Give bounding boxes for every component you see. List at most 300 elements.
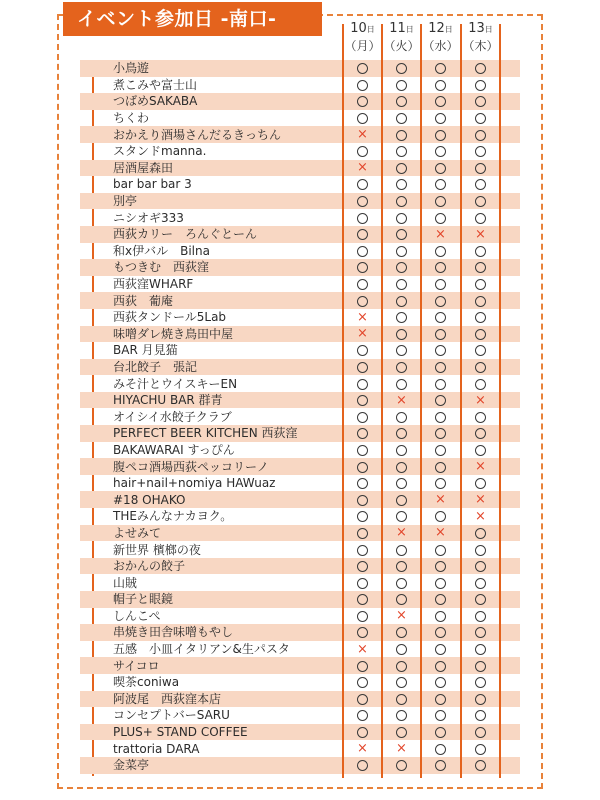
participating-mark (421, 724, 460, 740)
circle-icon (435, 130, 446, 141)
circle-icon (357, 213, 368, 224)
circle-icon (435, 395, 446, 406)
participating-mark (382, 459, 421, 475)
participating-mark (421, 376, 460, 392)
circle-icon (357, 345, 368, 356)
participating-mark (382, 542, 421, 558)
not-participating-mark (461, 226, 500, 242)
column-header-10 (343, 20, 382, 54)
shop-name: 喫茶coniwa (113, 675, 180, 690)
participating-mark (421, 143, 460, 159)
participating-mark (343, 60, 382, 76)
participating-mark (382, 707, 421, 723)
shop-name: ちくわ (113, 111, 150, 126)
participating-mark (382, 658, 421, 674)
participating-mark (343, 77, 382, 93)
day-number: 13 (468, 21, 485, 36)
participating-mark (421, 93, 460, 109)
circle-icon (435, 462, 446, 473)
not-participating-mark (343, 326, 382, 342)
circle-icon (435, 545, 446, 556)
circle-icon (435, 760, 446, 771)
circle-icon (357, 445, 368, 456)
circle-icon (357, 561, 368, 572)
not-participating-mark (343, 641, 382, 657)
participating-mark (343, 558, 382, 574)
circle-icon (435, 627, 446, 638)
circle-icon (435, 329, 446, 340)
circle-icon (357, 229, 368, 240)
not-participating-mark (382, 392, 421, 408)
circle-icon (475, 760, 486, 771)
circle-icon (396, 578, 407, 589)
shop-name: 西荻 葡庵 (113, 293, 174, 308)
page-title: イベント参加日 -南口- (63, 2, 322, 36)
circle-icon (396, 345, 407, 356)
shop-name: しんこぺ (113, 608, 161, 623)
shop-name: trattoria DARA (113, 741, 200, 756)
participating-mark (421, 591, 460, 607)
circle-icon (475, 279, 486, 290)
shop-name: BAR 月見猫 (113, 343, 178, 358)
column-weekday: （木） (462, 39, 499, 53)
shop-name: もつきむ 西荻窪 (113, 260, 210, 275)
table-row (80, 740, 520, 757)
shop-name: 帽子と眼鏡 (113, 592, 174, 607)
circle-icon (396, 362, 407, 373)
circle-icon (357, 262, 368, 273)
participating-mark (382, 757, 421, 773)
table-row (80, 243, 520, 260)
participating-mark (382, 724, 421, 740)
participating-mark (461, 193, 500, 209)
circle-icon (475, 694, 486, 705)
participating-mark (343, 459, 382, 475)
circle-icon (357, 63, 368, 74)
column-header-13 (461, 20, 500, 54)
circle-icon (357, 760, 368, 771)
cross-icon: × (357, 641, 368, 657)
participating-mark (421, 210, 460, 226)
shop-name: ニシオギ333 (113, 210, 184, 225)
cross-icon: × (357, 127, 368, 143)
circle-icon (475, 362, 486, 373)
table-row (80, 508, 520, 525)
circle-icon (396, 445, 407, 456)
circle-icon (396, 478, 407, 489)
participating-mark (461, 376, 500, 392)
circle-icon (357, 246, 368, 257)
table-row (80, 591, 520, 608)
shop-name: hair+nail+nomiya HAWuaz (113, 476, 276, 491)
circle-icon (396, 462, 407, 473)
circle-icon (357, 611, 368, 622)
shop-name: 居酒屋森田 (113, 160, 174, 175)
circle-icon (475, 561, 486, 572)
participating-mark (343, 724, 382, 740)
participating-mark (421, 674, 460, 690)
circle-icon (435, 744, 446, 755)
circle-icon (396, 163, 407, 174)
circle-icon (435, 80, 446, 91)
circle-icon (475, 163, 486, 174)
circle-icon (475, 146, 486, 157)
column-weekday: （月） (344, 39, 381, 53)
participating-mark (421, 342, 460, 358)
circle-icon (475, 329, 486, 340)
participating-mark (343, 143, 382, 159)
circle-icon (435, 578, 446, 589)
day-number: 10 (350, 21, 367, 36)
circle-icon (396, 594, 407, 605)
cross-icon: × (435, 525, 446, 541)
circle-icon (435, 179, 446, 190)
circle-icon (435, 727, 446, 738)
table-row (80, 475, 520, 492)
participating-mark (461, 525, 500, 541)
table-row (80, 724, 520, 741)
day-unit: 日 (405, 25, 414, 34)
participating-mark (382, 492, 421, 508)
participating-mark (382, 442, 421, 458)
participating-mark (343, 508, 382, 524)
circle-icon (475, 262, 486, 273)
circle-icon (435, 594, 446, 605)
column-divider (460, 24, 462, 778)
circle-icon (475, 528, 486, 539)
participating-mark (421, 641, 460, 657)
not-participating-mark (461, 392, 500, 408)
participating-mark (421, 259, 460, 275)
participating-mark (421, 110, 460, 126)
participating-mark (461, 93, 500, 109)
participating-mark (382, 193, 421, 209)
participating-mark (421, 176, 460, 192)
shop-name: #18 OHAKO (113, 492, 186, 507)
table-row (80, 326, 520, 343)
participating-mark (421, 475, 460, 491)
shop-name: 西荻タンドール5Lab (113, 310, 227, 325)
participating-mark (461, 608, 500, 624)
column-header-11 (382, 20, 421, 54)
cross-icon: × (396, 392, 407, 408)
circle-icon (396, 262, 407, 273)
circle-icon (357, 710, 368, 721)
circle-icon (435, 661, 446, 672)
column-weekday: （火） (383, 39, 420, 53)
participating-mark (382, 160, 421, 176)
cross-icon: × (357, 160, 368, 176)
not-participating-mark (382, 608, 421, 624)
shop-name: 西荻窪WHARF (113, 277, 194, 292)
participating-mark (343, 425, 382, 441)
participating-mark (421, 707, 460, 723)
participating-mark (461, 707, 500, 723)
table-row (80, 259, 520, 276)
circle-icon (435, 677, 446, 688)
circle-icon (396, 694, 407, 705)
participating-mark (461, 342, 500, 358)
circle-icon (357, 296, 368, 307)
participating-mark (461, 359, 500, 375)
participating-mark (382, 508, 421, 524)
column-divider (342, 24, 344, 778)
circle-icon (357, 661, 368, 672)
table-row (80, 60, 520, 77)
participating-mark (382, 110, 421, 126)
circle-icon (357, 80, 368, 91)
participating-mark (461, 575, 500, 591)
day-unit: 日 (444, 25, 453, 34)
participating-mark (461, 442, 500, 458)
table-row (80, 525, 520, 542)
participating-mark (461, 741, 500, 757)
participating-mark (461, 674, 500, 690)
shop-name: 腹ペコ酒場西荻ペッコリーノ (113, 459, 269, 474)
participating-mark (343, 243, 382, 259)
table-row (80, 674, 520, 691)
circle-icon (396, 229, 407, 240)
participating-mark (382, 210, 421, 226)
table-row (80, 458, 520, 475)
participating-mark (461, 77, 500, 93)
participating-mark (461, 691, 500, 707)
shop-name: よせみて (113, 525, 162, 540)
circle-icon (396, 511, 407, 522)
shop-name: スタンドmanna. (113, 144, 207, 159)
table-row (80, 292, 520, 309)
shop-name: 小鳥遊 (113, 61, 150, 76)
circle-icon (475, 445, 486, 456)
participating-mark (461, 558, 500, 574)
table-row (80, 425, 520, 442)
circle-icon (435, 478, 446, 489)
column-date (382, 20, 421, 38)
cross-icon: × (475, 492, 486, 508)
participating-mark (382, 641, 421, 657)
participating-mark (343, 359, 382, 375)
circle-icon (396, 130, 407, 141)
participating-mark (461, 757, 500, 773)
table-row (80, 574, 520, 591)
circle-icon (396, 329, 407, 340)
participating-mark (343, 608, 382, 624)
circle-icon (357, 179, 368, 190)
circle-icon (357, 677, 368, 688)
participating-mark (421, 409, 460, 425)
participating-mark (343, 293, 382, 309)
participating-mark (382, 93, 421, 109)
column-divider (381, 24, 383, 778)
participating-mark (382, 674, 421, 690)
circle-icon (396, 196, 407, 207)
participating-mark (421, 608, 460, 624)
participating-mark (421, 60, 460, 76)
circle-icon (435, 279, 446, 290)
participating-mark (461, 591, 500, 607)
participating-mark (343, 575, 382, 591)
circle-icon (396, 644, 407, 655)
participating-mark (421, 425, 460, 441)
circle-icon (396, 179, 407, 190)
circle-icon (475, 246, 486, 257)
participating-mark (343, 757, 382, 773)
participating-mark (461, 160, 500, 176)
circle-icon (475, 478, 486, 489)
participating-mark (421, 757, 460, 773)
participating-mark (461, 475, 500, 491)
participating-mark (382, 624, 421, 640)
circle-icon (396, 710, 407, 721)
shop-name: おかんの餃子 (113, 559, 186, 574)
participating-mark (382, 293, 421, 309)
participating-mark (343, 392, 382, 408)
circle-icon (357, 694, 368, 705)
circle-icon (435, 113, 446, 124)
circle-icon (475, 727, 486, 738)
shop-name: PERFECT BEER KITCHEN 西荻窪 (113, 426, 298, 441)
shop-name: コンセプトバーSARU (113, 708, 230, 723)
shop-name: オイシイ水餃子クラブ (113, 409, 232, 424)
column-date (461, 20, 500, 38)
cross-icon: × (357, 326, 368, 342)
participating-mark (421, 392, 460, 408)
shop-name: 味噌ダレ焼き鳥田中屋 (113, 326, 234, 341)
participating-mark (382, 342, 421, 358)
not-participating-mark (461, 459, 500, 475)
circle-icon (396, 677, 407, 688)
column-date (421, 20, 460, 38)
circle-icon (435, 262, 446, 273)
table-row (80, 342, 520, 359)
circle-icon (435, 710, 446, 721)
circle-icon (396, 495, 407, 506)
participating-mark (421, 359, 460, 375)
cross-icon: × (396, 608, 407, 624)
table-row (80, 77, 520, 94)
circle-icon (396, 412, 407, 423)
circle-icon (435, 163, 446, 174)
not-participating-mark (461, 508, 500, 524)
participating-mark (343, 226, 382, 242)
circle-icon (475, 179, 486, 190)
circle-icon (396, 627, 407, 638)
shop-name: bar bar bar 3 (113, 177, 192, 192)
participating-mark (343, 342, 382, 358)
circle-icon (475, 644, 486, 655)
participating-mark (461, 127, 500, 143)
circle-icon (475, 428, 486, 439)
circle-icon (357, 146, 368, 157)
circle-icon (357, 511, 368, 522)
participating-mark (382, 359, 421, 375)
circle-icon (357, 727, 368, 738)
participating-mark (343, 525, 382, 541)
circle-icon (435, 362, 446, 373)
circle-icon (475, 412, 486, 423)
table-row (80, 176, 520, 193)
participating-mark (382, 60, 421, 76)
circle-icon (475, 611, 486, 622)
circle-icon (475, 130, 486, 141)
table-row (80, 608, 520, 625)
circle-icon (475, 196, 486, 207)
participating-mark (343, 475, 382, 491)
participating-mark (461, 425, 500, 441)
table-row (80, 359, 520, 376)
cross-icon: × (396, 741, 407, 757)
circle-icon (435, 445, 446, 456)
participating-mark (382, 176, 421, 192)
day-number: 11 (389, 21, 406, 36)
circle-icon (475, 677, 486, 688)
participating-mark (382, 259, 421, 275)
circle-icon (357, 428, 368, 439)
not-participating-mark (461, 492, 500, 508)
circle-icon (357, 495, 368, 506)
participating-mark (421, 309, 460, 325)
shop-name: HIYACHU BAR 群青 (113, 393, 223, 408)
participating-mark (343, 193, 382, 209)
participating-mark (343, 110, 382, 126)
circle-icon (475, 113, 486, 124)
shop-name: 煮こみや富士山 (113, 77, 198, 92)
table-row (80, 160, 520, 177)
circle-icon (435, 213, 446, 224)
circle-icon (435, 412, 446, 423)
circle-icon (435, 63, 446, 74)
circle-icon (396, 63, 407, 74)
shop-name: BAKAWARAI すっぴん (113, 442, 235, 457)
participating-mark (461, 259, 500, 275)
participating-mark (421, 276, 460, 292)
circle-icon (435, 644, 446, 655)
participating-mark (343, 707, 382, 723)
circle-icon (396, 312, 407, 323)
circle-icon (475, 710, 486, 721)
circle-icon (475, 296, 486, 307)
not-participating-mark (343, 160, 382, 176)
participating-mark (343, 591, 382, 607)
circle-icon (357, 545, 368, 556)
participating-mark (343, 674, 382, 690)
table-row (80, 491, 520, 508)
table-row (80, 757, 520, 774)
circle-icon (475, 578, 486, 589)
circle-icon (435, 561, 446, 572)
participating-mark (461, 624, 500, 640)
participating-mark (421, 741, 460, 757)
participating-mark (382, 143, 421, 159)
participating-mark (343, 210, 382, 226)
column-weekday: （水） (422, 39, 459, 53)
circle-icon (435, 146, 446, 157)
table-row (80, 309, 520, 326)
column-date (343, 20, 382, 38)
participating-mark (421, 508, 460, 524)
shop-name: おかえり酒場さんだるきっちん (113, 127, 282, 142)
participating-mark (382, 558, 421, 574)
circle-icon (475, 379, 486, 390)
circle-icon (435, 196, 446, 207)
column-divider (420, 24, 422, 778)
participating-mark (461, 293, 500, 309)
participating-mark (382, 376, 421, 392)
circle-icon (357, 528, 368, 539)
cross-icon: × (396, 525, 407, 541)
shop-name: みそ汁とウイスキーEN (113, 376, 238, 391)
participating-mark (421, 326, 460, 342)
